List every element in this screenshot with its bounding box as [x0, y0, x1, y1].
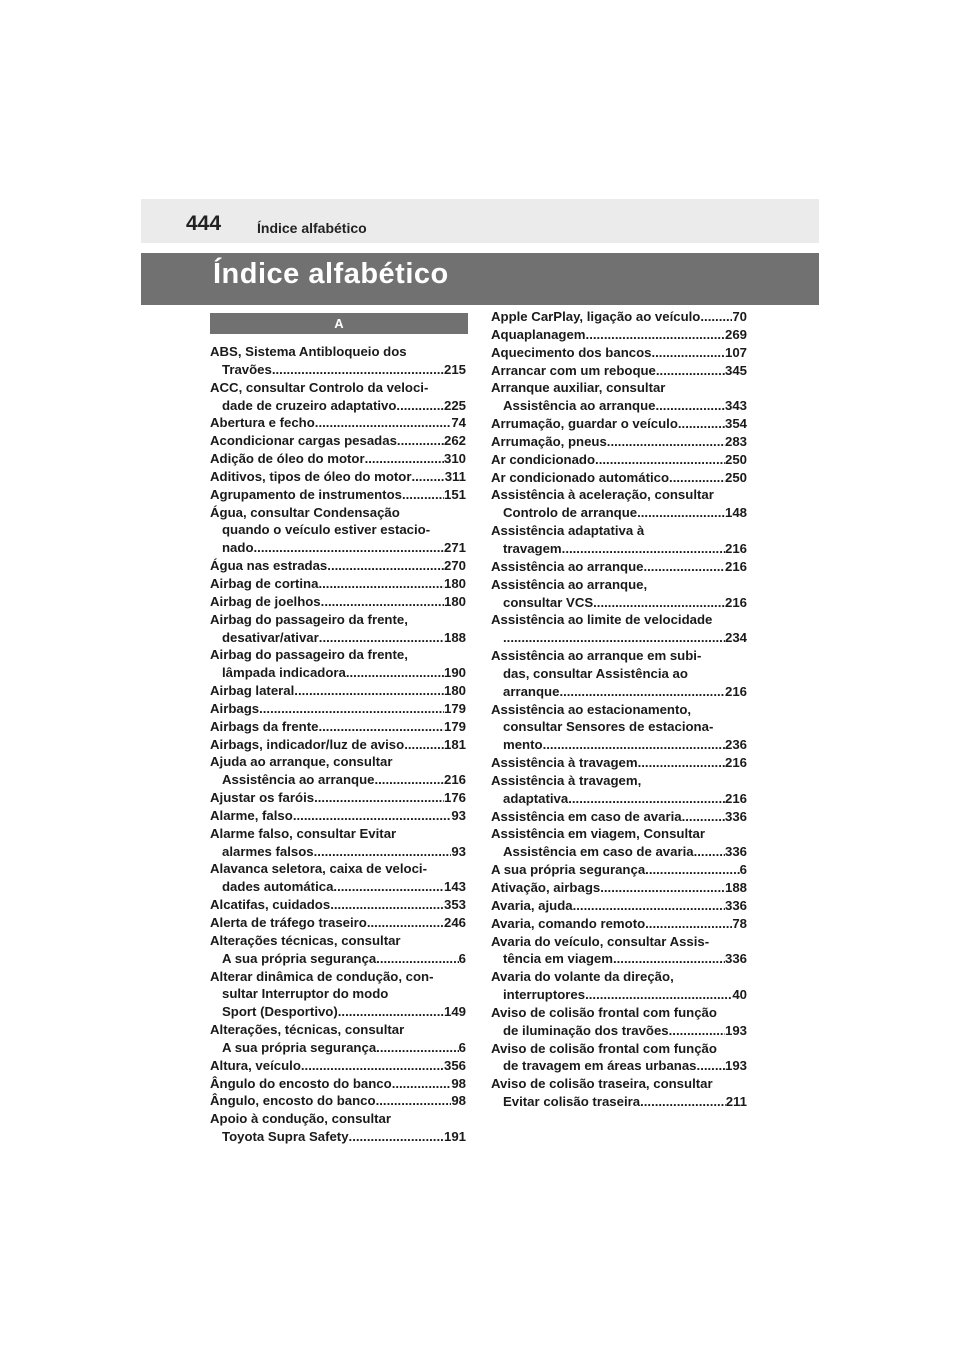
dot-leader — [697, 1057, 725, 1075]
index-entry-line: consultar Sensores de estaciona- — [503, 719, 714, 735]
dot-leader — [637, 504, 725, 522]
index-entry-line: Alterações, técnicas, consultar — [210, 1022, 405, 1038]
index-entry — [491, 1004, 747, 1040]
index-entry-term: Ângulo, encosto do banco — [210, 1093, 376, 1109]
index-entry — [491, 968, 747, 1004]
index-entry-term: Aquecimento dos bancos — [491, 344, 652, 360]
page-reference: 193 — [724, 1058, 747, 1074]
index-entry-term: A sua própria segurança — [491, 862, 646, 878]
index-entry-term: Alarme, falso — [210, 807, 293, 823]
index-entry — [210, 343, 466, 379]
index-entry — [491, 486, 747, 522]
index-entry-term: Aquaplanagem — [491, 326, 586, 342]
dot-leader — [402, 486, 444, 504]
index-entry — [491, 451, 747, 469]
index-entry-term: adaptativa — [503, 790, 569, 806]
index-entry — [210, 753, 466, 789]
dot-leader — [669, 469, 725, 487]
page-reference: 6 — [739, 862, 747, 878]
index-entry — [491, 897, 747, 915]
dot-leader — [682, 808, 725, 826]
index-entry-term: Evitar colisão traseira — [503, 1094, 641, 1110]
index-entry-term: Arrumação, guardar o veículo — [491, 416, 678, 432]
dot-leader — [559, 683, 725, 701]
index-entry — [491, 326, 747, 344]
dot-leader — [645, 915, 732, 933]
index-entry — [491, 522, 747, 558]
page-reference: 148 — [724, 505, 747, 521]
dot-leader — [349, 1128, 444, 1146]
index-entry — [210, 914, 466, 932]
index-entry-line: Assistência ao arranque, — [491, 576, 648, 592]
page-reference: 271 — [443, 540, 466, 556]
dot-leader — [396, 397, 444, 415]
dot-leader — [327, 557, 444, 575]
page-reference: 216 — [724, 755, 747, 771]
index-column-right — [491, 308, 747, 1111]
index-entry — [491, 1040, 747, 1076]
page-reference: 336 — [724, 808, 747, 824]
dot-leader — [607, 433, 725, 451]
index-entry-term: Assistência em caso de avaria — [503, 844, 694, 860]
index-entry — [491, 825, 747, 861]
index-entry-term: de travagem em áreas urbanas — [503, 1058, 697, 1074]
dot-leader — [562, 540, 725, 558]
dot-leader — [338, 1003, 444, 1021]
dot-leader — [397, 432, 444, 450]
page-reference: 216 — [724, 683, 747, 699]
dot-leader — [365, 450, 444, 468]
dot-leader — [694, 843, 725, 861]
page-reference: 93 — [451, 807, 466, 823]
dot-leader — [346, 664, 444, 682]
index-entry-term: Controlo de arranque — [503, 505, 638, 521]
index-entry — [210, 1021, 466, 1057]
dot-leader — [678, 415, 725, 433]
index-entry-line: Assistência ao estacionamento, — [491, 701, 692, 717]
index-entry-term: Toyota Supra Safety — [222, 1129, 349, 1145]
index-entry-line: Assistência ao arranque em subi- — [491, 648, 702, 664]
index-entry-line: Alterações técnicas, consultar — [210, 932, 401, 948]
index-entry-line: ACC, consultar Controlo da veloci- — [210, 379, 429, 395]
index-entry — [491, 933, 747, 969]
index-entry-term: Assistência ao arranque — [503, 398, 656, 414]
page-reference: 336 — [724, 951, 747, 967]
dot-leader — [376, 1092, 452, 1110]
page-title: Índice alfabético — [213, 258, 449, 290]
page-reference: 74 — [451, 415, 466, 431]
index-entry-term: Ar condicionado automático — [491, 469, 670, 485]
index-entry-term: dade de cruzeiro adaptativo — [222, 397, 397, 413]
dot-leader — [655, 397, 725, 415]
index-entry — [210, 682, 466, 700]
dot-leader — [404, 736, 444, 754]
page-reference: 343 — [724, 398, 747, 414]
index-entry-line: Aviso de colisão frontal com função — [491, 1040, 717, 1056]
page-reference: 181 — [443, 736, 466, 752]
dot-leader — [301, 1057, 444, 1075]
dot-leader — [568, 790, 725, 808]
page-reference: 78 — [732, 915, 747, 931]
page-reference: 262 — [443, 433, 466, 449]
page-reference: 107 — [724, 344, 747, 360]
index-entry-line: Assistência em viagem, Consultar — [491, 826, 706, 842]
page-reference: 250 — [724, 469, 747, 485]
index-entry — [491, 772, 747, 808]
index-entry — [210, 932, 466, 968]
index-entry — [491, 754, 747, 772]
index-entry-line: Aviso de colisão traseira, consultar — [491, 1076, 713, 1092]
index-entry-term: Arrancar com um reboque — [491, 362, 656, 378]
index-entry — [210, 379, 466, 415]
index-entry — [210, 807, 466, 825]
index-entry-term: Abertura e fecho — [210, 415, 315, 431]
index-entry — [210, 504, 466, 558]
dot-leader — [315, 414, 452, 432]
index-entry-term: Arrumação, pneus — [491, 433, 607, 449]
page-reference: 70 — [732, 309, 747, 324]
dot-leader — [645, 861, 740, 879]
page-reference: 356 — [443, 1057, 466, 1073]
index-entry-line: Ajuda ao arranque, consultar — [210, 754, 393, 770]
page-reference: 336 — [724, 844, 747, 860]
index-entry-term: Airbags da frente — [210, 718, 319, 734]
running-head: Índice alfabético — [257, 220, 367, 236]
index-entry — [210, 646, 466, 682]
index-entry-term: Ativação, airbags — [491, 880, 601, 895]
index-entry-line: Água, consultar Condensação — [210, 504, 400, 520]
page-reference: 215 — [443, 361, 466, 377]
dot-leader — [600, 879, 725, 897]
page-reference: 246 — [443, 915, 466, 930]
index-entry-term: lâmpada indicadora — [222, 665, 346, 681]
index-entry — [210, 896, 466, 914]
index-entry-term: de iluminação dos travões — [503, 1022, 669, 1038]
page-reference: 6 — [458, 950, 466, 966]
page-reference: 269 — [724, 326, 747, 342]
index-entry — [491, 558, 747, 576]
page-reference: 310 — [443, 451, 466, 467]
index-entry — [210, 736, 466, 754]
dot-leader — [543, 736, 725, 754]
dot-leader — [585, 986, 732, 1004]
index-entry-term: dades automática — [222, 879, 334, 895]
index-entry-term: Adição de óleo do motor — [210, 451, 365, 467]
index-entry-term: Água nas estradas — [210, 558, 328, 574]
page-reference: 283 — [724, 433, 747, 449]
dot-leader — [333, 878, 444, 896]
index-entry — [491, 879, 747, 897]
index-entry-term: Acondicionar cargas pesadas — [210, 433, 397, 449]
index-entry — [210, 968, 466, 1022]
index-entry-line: Arranque auxiliar, consultar — [491, 380, 666, 396]
page-reference: 353 — [443, 897, 466, 913]
index-entry-term: travagem — [503, 540, 562, 556]
index-entry — [491, 379, 747, 415]
index-entry-line: Alarme falso, consultar Evitar — [210, 825, 397, 841]
dot-leader — [392, 1075, 452, 1093]
index-entry-term: Airbag lateral — [210, 683, 295, 699]
dot-leader — [700, 308, 732, 326]
index-entry-term: Ângulo do encosto do banco — [210, 1075, 392, 1091]
dot-leader — [595, 451, 725, 469]
index-entry — [491, 611, 747, 647]
index-entry-line: quando o veículo estiver estacio- — [222, 522, 431, 538]
page-reference: 225 — [443, 397, 466, 413]
index-entry-term: Altura, veículo — [210, 1057, 301, 1073]
page-reference: 345 — [724, 362, 747, 378]
page-reference: 98 — [451, 1093, 466, 1109]
index-entry-line: Aviso de colisão frontal com função — [491, 1004, 717, 1020]
dot-leader — [651, 344, 725, 362]
page-reference: 211 — [725, 1094, 747, 1110]
dot-leader — [613, 950, 725, 968]
page-reference: 188 — [443, 629, 466, 645]
page-reference: 250 — [724, 451, 747, 467]
page-reference: 270 — [443, 558, 466, 574]
index-entry — [491, 469, 747, 487]
dot-leader — [321, 593, 444, 611]
index-entry-line: Alterar dinâmica de condução, con- — [210, 968, 434, 984]
page-number: 444 — [186, 212, 222, 235]
dot-leader — [314, 843, 452, 861]
dot-leader — [573, 897, 725, 915]
page-reference: 311 — [444, 468, 466, 484]
index-entry-line: Assistência adaptativa à — [491, 523, 645, 539]
index-entry-term: Airbags — [210, 700, 260, 716]
index-entry — [210, 860, 466, 896]
dot-leader — [272, 361, 444, 379]
page-reference: 179 — [443, 700, 466, 716]
index-entry — [210, 593, 466, 611]
index-entry-term: desativar/ativar — [222, 629, 319, 645]
page-reference: 354 — [724, 416, 747, 432]
index-entry-term: Sport (Desportivo) — [222, 1004, 338, 1020]
index-entry — [491, 576, 747, 612]
index-entry — [210, 611, 466, 647]
page-reference: 180 — [443, 683, 466, 699]
index-entry — [491, 647, 747, 701]
page-reference: 93 — [451, 843, 466, 859]
index-entry — [210, 1110, 466, 1146]
index-entry-term: Assistência ao arranque — [222, 772, 375, 788]
index-entry-term: Airbag de joelhos — [210, 593, 321, 609]
dot-leader — [656, 362, 725, 380]
index-entry-term: Assistência ao arranque — [491, 558, 644, 574]
dot-leader — [669, 1022, 725, 1040]
dot-leader — [314, 789, 444, 807]
index-entry-term: A sua própria segurança — [222, 950, 377, 966]
page-reference: 143 — [443, 879, 466, 895]
page-reference: 193 — [724, 1022, 747, 1038]
index-entry — [491, 362, 747, 380]
dot-leader — [593, 594, 725, 612]
index-entry-term: consultar VCS — [503, 594, 594, 610]
index-entry-term: A sua própria segurança — [222, 1039, 377, 1055]
index-entry — [210, 468, 466, 486]
index-entry-line: Assistência à aceleração, consultar — [491, 487, 714, 503]
page-reference: 98 — [451, 1075, 466, 1091]
page-reference: 40 — [732, 987, 747, 1003]
index-entry — [210, 718, 466, 736]
index-entry — [491, 1075, 747, 1111]
index-column-left — [210, 343, 466, 1146]
index-entry-line: Alavanca seletora, caixa de veloci- — [210, 861, 427, 877]
index-entry-term: Airbag de cortina — [210, 575, 319, 591]
index-entry-line: Assistência ao limite de velocidade — [491, 612, 713, 628]
dot-leader — [259, 700, 444, 718]
page-reference: 216 — [724, 540, 747, 556]
page-reference: 180 — [443, 575, 466, 591]
index-entry-term: Alerta de tráfego traseiro — [210, 915, 367, 930]
dot-leader — [374, 771, 444, 789]
index-entry-term: Agrupamento de instrumentos — [210, 486, 402, 502]
page-reference: 216 — [724, 558, 747, 574]
dot-leader — [294, 682, 444, 700]
index-entry — [210, 1057, 466, 1075]
index-entry-line: sultar Interruptor do modo — [222, 986, 389, 1002]
index-entry-line: Assistência à travagem, — [491, 772, 642, 788]
page-reference: 149 — [443, 1004, 466, 1020]
dot-leader — [367, 914, 444, 932]
index-entry — [491, 701, 747, 755]
index-entry-term: Ar condicionado — [491, 451, 596, 467]
index-entry-line: Airbag do passageiro da frente, — [210, 611, 408, 627]
index-entry-term: Avaria, ajuda — [491, 897, 573, 913]
index-entry — [491, 308, 747, 326]
index-entry — [210, 1092, 466, 1110]
dot-leader — [330, 896, 444, 914]
running-header-bar — [141, 199, 819, 243]
page-reference: 179 — [443, 718, 466, 734]
dot-leader — [318, 575, 444, 593]
index-entry-term: Avaria, comando remoto — [491, 915, 646, 931]
page-reference: 191 — [443, 1129, 466, 1145]
page-reference: 216 — [724, 790, 747, 806]
index-entry — [210, 557, 466, 575]
index-entry-line: das, consultar Assistência ao — [503, 665, 688, 681]
dot-leader — [376, 950, 459, 968]
index-entry — [210, 486, 466, 504]
index-entry-term: Alcatifas, cuidados — [210, 897, 331, 913]
index-entry-term: Airbags, indicador/luz de aviso — [210, 736, 405, 752]
index-entry — [491, 915, 747, 933]
index-entry — [210, 450, 466, 468]
index-entry-line: Airbag do passageiro da frente, — [210, 647, 408, 663]
dot-leader — [319, 629, 444, 647]
index-entry — [491, 433, 747, 451]
index-entry-term: Ajustar os faróis — [210, 790, 315, 806]
index-entry-term: interruptores — [503, 987, 586, 1003]
dot-leader — [254, 539, 444, 557]
index-entry-term: tência em viagem — [503, 951, 613, 967]
dot-leader — [318, 718, 444, 736]
index-entry-term: Apple CarPlay, ligação ao veículo — [491, 309, 701, 324]
page-reference: 188 — [724, 880, 747, 895]
dot-leader — [638, 754, 725, 772]
page-reference: 176 — [443, 790, 466, 806]
index-entry-line: Apoio à condução, consultar — [210, 1111, 391, 1127]
index-entry-term: nado — [222, 540, 254, 556]
index-entry-line: ABS, Sistema Antibloqueio dos — [210, 344, 407, 359]
section-letter-bar: A — [210, 313, 468, 334]
dot-leader — [640, 1093, 726, 1111]
index-entry-line: Avaria do veículo, consultar Assis- — [491, 933, 710, 949]
dot-leader — [643, 558, 725, 576]
index-entry — [491, 808, 747, 826]
page-reference: 6 — [458, 1039, 466, 1055]
dot-leader — [503, 629, 725, 647]
index-entry — [210, 825, 466, 861]
dot-leader — [293, 807, 452, 825]
index-entry-line: Avaria do volante da direção, — [491, 969, 674, 985]
dot-leader — [376, 1039, 459, 1057]
index-entry — [491, 861, 747, 879]
page-reference: 180 — [443, 593, 466, 609]
index-entry — [210, 414, 466, 432]
index-entry — [210, 432, 466, 450]
index-entry-term: arranque — [503, 683, 560, 699]
index-entry-term: Assistência à travagem — [491, 755, 638, 771]
page-reference: 216 — [724, 594, 747, 610]
page-reference: 190 — [443, 665, 466, 681]
index-entry-term: mento — [503, 737, 543, 753]
index-entry — [491, 415, 747, 433]
index-entry-term: Travões — [222, 361, 272, 377]
index-entry-term: alarmes falsos — [222, 843, 314, 859]
index-entry — [210, 700, 466, 718]
index-entry — [210, 1075, 466, 1093]
index-entry — [210, 575, 466, 593]
index-entry-term: Aditivos, tipos de óleo do motor — [210, 468, 412, 484]
dot-leader — [411, 468, 444, 486]
page-reference: 336 — [724, 897, 747, 913]
page-reference: 236 — [724, 737, 747, 753]
index-entry — [491, 344, 747, 362]
index-entry — [210, 789, 466, 807]
page-reference: 234 — [724, 630, 747, 646]
page-reference: 216 — [443, 772, 466, 788]
index-entry-term: Assistência em caso de avaria — [491, 808, 682, 824]
dot-leader — [586, 326, 725, 344]
page-reference: 151 — [443, 486, 466, 502]
